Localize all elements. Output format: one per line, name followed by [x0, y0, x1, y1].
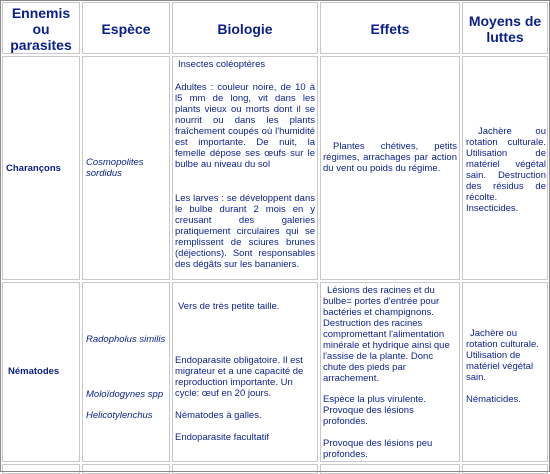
species-name: Helicotylenchus [86, 410, 153, 421]
biology-facultative: Endoparasite facultatif [175, 432, 270, 443]
effects-lesions: Lésions des racines et du bulbe= portes d'entrée pour bactéries et champignons. Destruction des racines compromettant l'alimentation minérale et hydrique ainsi que l'assise de la plante. Donc chute des pieds par arrachement. [323, 285, 450, 384]
biology-adults: Adultes : couleur noire, de 10 à l5 mm de long, vit dans les plants vieux ou morts dont il se nourrit ou dans les plants fraîchement coupés où l'humidité est importante. De nuit, la femelle dépose ses œufs sur le bulbe au niveau du sol [175, 82, 315, 170]
biology-galls: Nématodes à galles. [175, 410, 262, 421]
control-text: Jachère ou rotation culturale. Utilisation de matériel végétal sain. [466, 328, 539, 383]
effects-shallow: Provoque des lésions peu profondes. [323, 438, 433, 460]
enemy-name: Nématodes [8, 366, 60, 377]
biology-endoparasite: Endoparasite obligatoire. Il est migrateur et a une capacité de reproduction importante. Un cycle: œuf en 20 jours. [175, 355, 304, 399]
species-name: Radopholus similis [86, 334, 166, 345]
header-effects: Effets [370, 21, 410, 37]
effects-text: Plantes chétives, petits régimes, arrachages par action du vent ou poids du régime. [323, 141, 457, 174]
header-biology: Biologie [217, 21, 273, 37]
biology-intro: Insectes coléoptères [178, 59, 266, 70]
species-name: Cosmopolites sordidus [86, 157, 144, 179]
control-nematicides: Nématicides. [466, 394, 521, 405]
header-enemies: Ennemis ou parasites [10, 5, 72, 53]
control-text: Jachère ou rotation culturale. Utilisation de matériel végétal sain. Destruction des résidus de récolte. Insecticides. [466, 126, 546, 214]
header-species: Espèce [101, 21, 151, 37]
enemy-name: Charançons [6, 163, 61, 174]
biology-larvae: Les larves : se développent dans le bulbe durant 2 mois en y creusant des galeries pratiquement circulaires qui se remplissent de sciures brunes (déjections). Sont responsables des dégâts sur les bananiers. [175, 193, 315, 270]
species-name: Moloïdogynes spp [86, 389, 164, 400]
header-control: Moyens de luttes [468, 13, 542, 45]
biology-size: Vers de très petite taille. [178, 301, 280, 312]
effects-virulent: Espèce la plus virulente. Provoque des lésions profondes. [323, 394, 426, 427]
